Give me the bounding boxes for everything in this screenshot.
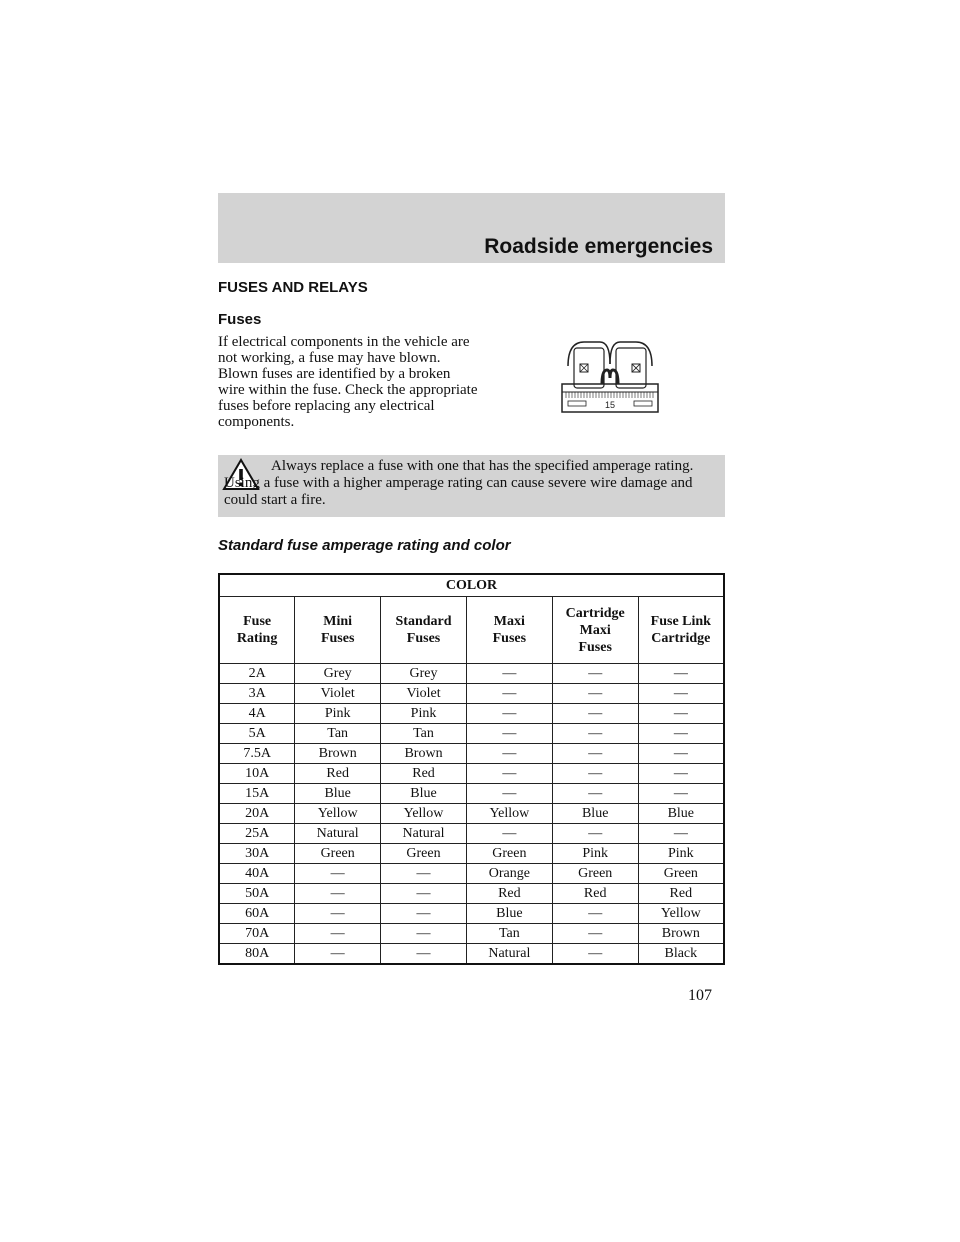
table-cell: Blue xyxy=(295,784,381,804)
table-cell: Blue xyxy=(466,904,552,924)
table-row xyxy=(219,884,724,904)
column-header xyxy=(552,597,638,664)
table-cell: Blue xyxy=(638,804,724,824)
table-cell: — xyxy=(552,924,638,944)
table-row xyxy=(219,744,724,764)
header-band xyxy=(218,193,725,263)
column-header xyxy=(381,597,467,664)
page-number: 107 xyxy=(688,987,712,1004)
table-row xyxy=(219,864,724,884)
column-header xyxy=(638,597,724,664)
table-cell: 7.5A xyxy=(219,744,295,764)
table-cell: Red xyxy=(638,884,724,904)
table-cell: — xyxy=(552,764,638,784)
column-header-line: Rating xyxy=(236,631,278,646)
table-row xyxy=(219,764,724,784)
table-cell: Yellow xyxy=(466,804,552,824)
table-cell: Blue xyxy=(381,784,467,804)
table-cell: — xyxy=(638,744,724,764)
table-cell: Yellow xyxy=(381,804,467,824)
table-cell: 5A xyxy=(219,724,295,744)
table-header-row xyxy=(219,597,724,664)
table-cell: — xyxy=(295,944,381,965)
table-cell: — xyxy=(552,784,638,804)
body-paragraph: If electrical components in the vehicle are not working, a fuse may have blown. Blown fuses are identified by a broken wire within the fuse. Check the appropriate fuses before replacing any electrical components. xyxy=(218,334,478,430)
table-row xyxy=(219,684,724,704)
table-row xyxy=(219,844,724,864)
table-cell: Natural xyxy=(466,944,552,965)
table-cell: 70A xyxy=(219,924,295,944)
table-cell: 3A xyxy=(219,684,295,704)
table-cell: Green xyxy=(381,844,467,864)
table-cell: 25A xyxy=(219,824,295,844)
table-cell: Pink xyxy=(381,704,467,724)
table-cell: — xyxy=(381,884,467,904)
table-cell: 2A xyxy=(219,664,295,684)
fuse-table xyxy=(218,573,725,965)
table-cell: — xyxy=(638,684,724,704)
table-cell: Green xyxy=(466,844,552,864)
table-cell: 30A xyxy=(219,844,295,864)
table-row xyxy=(219,824,724,844)
table-cell: — xyxy=(466,664,552,684)
warning-box xyxy=(218,455,725,517)
table-cell: Natural xyxy=(381,824,467,844)
table-cell: 4A xyxy=(219,704,295,724)
table-row xyxy=(219,904,724,924)
table-cell: — xyxy=(381,904,467,924)
table-cell: — xyxy=(295,864,381,884)
table-cell: Grey xyxy=(295,664,381,684)
column-header-line: Mini xyxy=(323,614,353,629)
table-cell: — xyxy=(552,724,638,744)
table-cell: Brown xyxy=(295,744,381,764)
column-header xyxy=(219,597,295,664)
table-cell: Tan xyxy=(381,724,467,744)
table-cell: Yellow xyxy=(295,804,381,824)
table-body xyxy=(219,664,724,965)
table-cell: Green xyxy=(638,864,724,884)
table-cell: — xyxy=(552,704,638,724)
table-cell: Natural xyxy=(295,824,381,844)
fuse-rating-label: 15 xyxy=(604,400,616,410)
fuse-icon xyxy=(560,334,660,416)
table-cell: — xyxy=(466,744,552,764)
table-cell: — xyxy=(295,884,381,904)
table-cell: 80A xyxy=(219,944,295,965)
table-cell: Violet xyxy=(295,684,381,704)
sub-heading: Fuses xyxy=(218,311,262,328)
table-cell: — xyxy=(552,944,638,965)
table-cell: Blue xyxy=(552,804,638,824)
page-title: Roadside emergencies xyxy=(484,235,713,258)
table-cell: 10A xyxy=(219,764,295,784)
table-cell: Pink xyxy=(638,844,724,864)
table-row xyxy=(219,804,724,824)
section-heading: FUSES AND RELAYS xyxy=(218,279,368,296)
table-cell: — xyxy=(381,944,467,965)
table-row xyxy=(219,664,724,684)
table-cell: Red xyxy=(381,764,467,784)
column-header-line: Maxi xyxy=(493,614,525,629)
table-cell: 50A xyxy=(219,884,295,904)
table-cell: Red xyxy=(466,884,552,904)
table-cell: — xyxy=(552,904,638,924)
column-header-line: Fuses xyxy=(320,631,355,646)
table-cell: Black xyxy=(638,944,724,965)
table-caption: Standard fuse amperage rating and color xyxy=(218,537,511,554)
column-header-line: Fuses xyxy=(492,631,527,646)
column-header-line: Maxi xyxy=(579,622,611,638)
table-cell: Green xyxy=(552,864,638,884)
table-row xyxy=(219,784,724,804)
table-cell: — xyxy=(466,684,552,704)
table-cell: — xyxy=(381,924,467,944)
table-row xyxy=(219,944,724,965)
table-cell: Violet xyxy=(381,684,467,704)
column-header xyxy=(466,597,552,664)
warning-text: Always replace a fuse with one that has the specified amperage rating. Using a fuse with a higher amperage rating can cause severe wire damage and could start a fire. xyxy=(224,458,694,508)
table-cell: — xyxy=(552,824,638,844)
table-group-header: COLOR xyxy=(219,574,724,597)
column-header-line: Cartridge xyxy=(651,631,711,646)
table-cell: — xyxy=(552,664,638,684)
table-cell: 60A xyxy=(219,904,295,924)
table-cell: Orange xyxy=(466,864,552,884)
column-header-line: Cartridge xyxy=(565,605,625,621)
table-cell: 15A xyxy=(219,784,295,804)
table-cell: — xyxy=(466,724,552,744)
table-row xyxy=(219,724,724,744)
column-header-line: Standard xyxy=(395,614,452,629)
table-cell: 40A xyxy=(219,864,295,884)
table-cell: Tan xyxy=(466,924,552,944)
table-cell: Grey xyxy=(381,664,467,684)
table-row xyxy=(219,704,724,724)
table-cell: — xyxy=(638,824,724,844)
table-cell: Brown xyxy=(638,924,724,944)
table-cell: Yellow xyxy=(638,904,724,924)
column-header-line: Fuse xyxy=(243,614,272,629)
table-cell: — xyxy=(638,764,724,784)
table-cell: — xyxy=(381,864,467,884)
table-row xyxy=(219,924,724,944)
table-cell: — xyxy=(552,744,638,764)
column-header-line: Fuses xyxy=(578,639,612,655)
table-cell: — xyxy=(466,784,552,804)
table-cell: Tan xyxy=(295,724,381,744)
table-cell: — xyxy=(466,824,552,844)
table-cell: Red xyxy=(295,764,381,784)
table-cell: 20A xyxy=(219,804,295,824)
table-cell: Brown xyxy=(381,744,467,764)
table-cell: — xyxy=(295,924,381,944)
column-header-line: Fuse Link xyxy=(650,614,711,629)
table-cell: — xyxy=(552,684,638,704)
table-cell: Green xyxy=(295,844,381,864)
table-cell: — xyxy=(466,704,552,724)
column-header xyxy=(295,597,381,664)
table-cell: — xyxy=(638,784,724,804)
table-cell: — xyxy=(638,704,724,724)
table-cell: Red xyxy=(552,884,638,904)
table-cell: — xyxy=(295,904,381,924)
column-header-line: Fuses xyxy=(406,631,441,646)
table-cell: — xyxy=(638,724,724,744)
table-cell: — xyxy=(638,664,724,684)
table-cell: Pink xyxy=(295,704,381,724)
table-cell: Pink xyxy=(552,844,638,864)
table-cell: — xyxy=(466,764,552,784)
